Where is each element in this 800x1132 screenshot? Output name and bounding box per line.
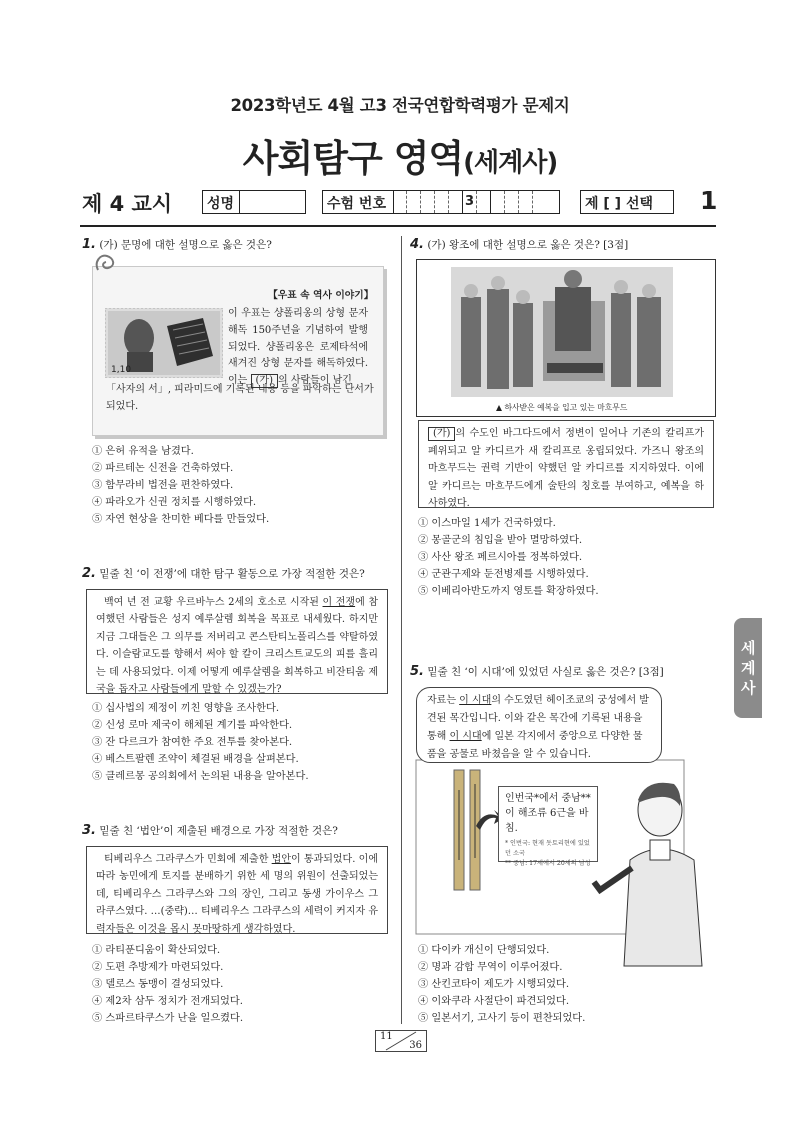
page-indicator: [375, 1030, 427, 1052]
q5-option-2[interactable]: ② 명과 감합 무역이 이루어졌다.: [418, 962, 563, 973]
question-2-passage: 백여 년 전 교황 우르바누스 2세의 호소로 시작된 이 전쟁에 참여했던 사람들은 성지 예루살렘 회복을 목표로 내세웠다. 하지만 지금 그대들은 그 의무를 저버리고 콘스탄티노폴리스를 약탈하였다. 이슬람교도를 향해서 써야 할 칼이 크리스트교도의 피를 흘리는 데 사용되었다. 이제 어떻게 예루살렘을 회복하고 비잔티움 제국을 돕자고 사람들에게 말할 수 있겠는가?: [86, 589, 388, 694]
question-2-stem: 2. 밑줄 친 ‘이 전쟁’에 대한 탐구 활동으로 가장 적절한 것은?: [82, 566, 365, 581]
name-label: 성명: [207, 196, 235, 212]
q2-option-4[interactable]: ④ 베스트팔렌 조약이 체결된 배경을 살펴본다.: [92, 754, 299, 765]
subject-sub: (세계사): [463, 148, 558, 178]
question-5-stem: 5. 밑줄 친 ‘이 시대’에 있었던 사실로 옳은 것은? [3점]: [410, 664, 664, 679]
column-divider: [401, 236, 402, 1024]
blank-ga: (가): [428, 427, 455, 441]
question-1-stem: [82, 237, 272, 252]
q5-option-5[interactable]: ⑤ 일본서기, 고사기 등이 편찬되었다.: [418, 1013, 586, 1024]
exam-number-digit: 3: [463, 191, 477, 213]
subject-name: 사회탐구 영역: [242, 137, 464, 180]
stamp-text-cont: 「사자의 서」, 피라미드에 기록된 내용 등을 파악하는 단서가 되었다.: [106, 384, 374, 412]
question-3-passage: 티베리우스 그라쿠스가 민회에 제출한 법안이 통과되었다. 이에 따라 농민에게 토지를 분배하기 위한 세 명의 위원이 선출되었는데, 티베리우스 그라쿠스와 그의 장인, 그리고 동생 가이우스 그라쿠스였다. …(중략)… 티베리우스 그라쿠스의 세력이 커지자 유력자들은 이것을 몹시 못마땅하게 생각하였다.: [86, 846, 388, 934]
q5-option-4[interactable]: ④ 이와쿠라 사절단이 파견되었다.: [418, 996, 570, 1007]
q4-option-3[interactable]: ③ 사산 왕조 페르시아를 정복하였다.: [418, 552, 583, 563]
q4-option-5[interactable]: ⑤ 이베리아반도까지 영토를 확장하였다.: [418, 586, 599, 597]
q4-option-4[interactable]: ④ 군관구제와 둔전병제를 시행하였다.: [418, 569, 589, 580]
blank-ga: (가): [251, 374, 278, 388]
selection-field[interactable]: [580, 190, 674, 214]
stamp-value: 1,10: [111, 365, 132, 375]
q2-option-5[interactable]: ⑤ 클레르몽 공의회에서 논의된 내용을 알아본다.: [92, 771, 309, 782]
mahmud-painting: [451, 267, 673, 397]
paperclip-icon: [94, 252, 120, 274]
q3-option-2[interactable]: ② 도편 추방제가 마련되었다.: [92, 962, 224, 973]
exam-number-field[interactable]: [322, 190, 560, 214]
question-4-passage: (가) 의 수도인 바그다드에서 정변이 일어나 기존의 칼리프가 폐위되고 알 카디르가 새 칼리프로 옹립되었다. 가즈니 왕조의 마흐무드는 권력 기반이 약했던 알 카디르를 지지하였다. 이에 알 카디르는 마흐무드에게 술탄의 칭호를 부여하고, 예복을 하사하였다.: [418, 420, 714, 508]
page-number: 1: [700, 186, 718, 215]
q1-option-1[interactable]: ① 은허 유적을 남겼다.: [92, 446, 194, 457]
q3-option-4[interactable]: ④ 제2차 삼두 정치가 전개되었다.: [92, 996, 243, 1007]
question-3-stem: 3. 밑줄 친 ‘법안’이 제출된 배경으로 가장 적절한 것은?: [82, 823, 338, 838]
q4-option-1[interactable]: ① 이스마일 1세가 건국하였다.: [418, 518, 556, 529]
q1-option-2[interactable]: ② 파르테논 신전을 건축하였다.: [92, 463, 234, 474]
q2-option-2[interactable]: ② 신성 로마 제국이 해체된 계기를 파악한다.: [92, 720, 293, 731]
q4-option-2[interactable]: ② 몽골군의 침입을 받아 멸망하였다.: [418, 535, 583, 546]
q5-option-1[interactable]: ① 다이카 개신이 단행되었다.: [418, 945, 550, 956]
mokgan-note: [498, 786, 598, 867]
q2-option-1[interactable]: ① 십사법의 제정이 끼친 영향을 조사한다.: [92, 703, 280, 714]
teacher-speech-bubble: 자료는 이 시대의 수도였던 헤이조쿄의 궁성에서 발견된 목간입니다. 이와 같은 목간에 기록된 내용을 통해 이 시대에 일본 각지에서 중앙으로 다양한 물품을 공물로 바쳤음을 알 수 있습니다.: [416, 687, 662, 763]
q3-option-1[interactable]: ① 라티푼디움이 확산되었다.: [92, 945, 221, 956]
header-rule: [80, 225, 716, 227]
note-footnote-2: ** 중남: 17세에서 20세의 남성: [505, 860, 591, 867]
q1-option-5[interactable]: ⑤ 자연 현상을 찬미한 베다를 만들었다.: [92, 514, 270, 525]
question-1-text: (가) 문명에 대한 설명으로 옳은 것은?: [99, 239, 272, 251]
painting-caption: ▲ 하사받은 예복을 입고 있는 마흐무드: [496, 403, 628, 412]
question-4-stem: 4. (가) 왕조에 대한 설명으로 옳은 것은? [3점]: [410, 237, 629, 252]
selection-label: 제 [ ] 선택: [585, 196, 653, 212]
exam-number-label: 수험 번호: [327, 196, 386, 212]
stamp-heading: 【우표 속 역사 이야기】: [268, 290, 374, 301]
teacher-illustration: [590, 770, 710, 970]
note-footnote-1: * 인번국: 현재 돗토리현에 있었던 소국: [505, 840, 590, 857]
subject-title: [0, 128, 800, 182]
name-field[interactable]: [202, 190, 306, 214]
q2-option-3[interactable]: ③ 잔 다르크가 참여한 주요 전투를 찾아본다.: [92, 737, 293, 748]
page-current: 11: [380, 1031, 393, 1042]
exam-title: 2023학년도 4월 고3 전국연합학력평가 문제지: [230, 96, 570, 115]
stamp-image: [105, 308, 223, 378]
question-1-number: 1.: [82, 237, 96, 252]
period-label: 제 4 교시: [82, 192, 173, 216]
stamp-text: 이 우표는 샹폴리옹의 상형 문자 해독 150주년을 기념하여 발행되었다. 샹폴리옹은 로제타석에 새겨진 상형 문자를 해독하였다. 이는 (가) 의 사람들이 남긴: [228, 308, 368, 387]
note-main: 인번국*에서 중남**이 해조류 6근을 바침.: [505, 793, 591, 834]
subject-side-tab: 세계사: [734, 618, 762, 718]
q3-option-3[interactable]: ③ 델로스 동맹이 결성되었다.: [92, 979, 224, 990]
q1-option-3[interactable]: ③ 함무라비 법전을 편찬하였다.: [92, 480, 234, 491]
q3-option-5[interactable]: ⑤ 스파르타쿠스가 난을 일으켰다.: [92, 1013, 244, 1024]
page-total: 36: [409, 1040, 422, 1051]
q1-option-4[interactable]: ④ 파라오가 신권 정치를 시행하였다.: [92, 497, 257, 508]
q5-option-3[interactable]: ③ 산킨코타이 제도가 시행되었다.: [418, 979, 570, 990]
